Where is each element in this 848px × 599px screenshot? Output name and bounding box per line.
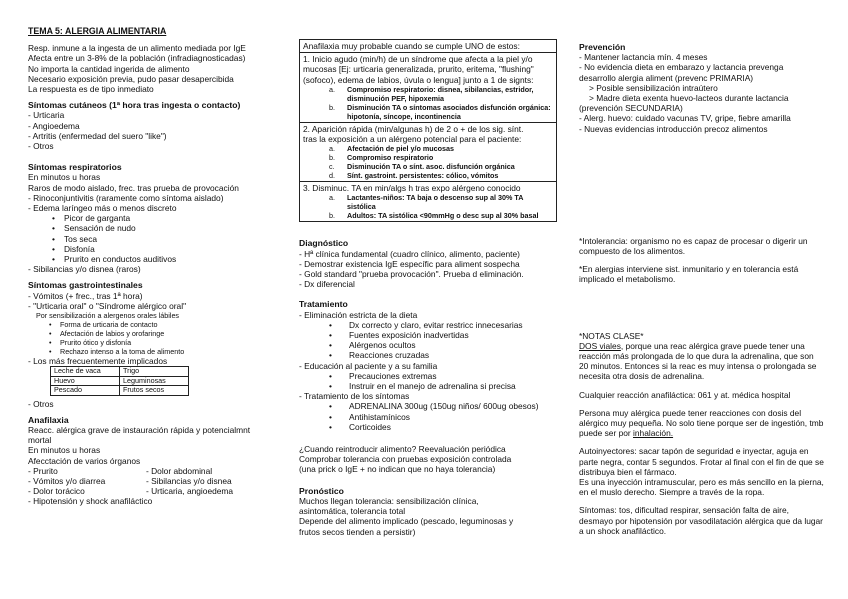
text-line: Muchos llegan tolerancia: sensibilización clínica, [299, 495, 479, 506]
criterion-item [303, 171, 553, 180]
heading-prevencion: Prevención [579, 42, 626, 52]
list-item: • Fuentes exposición inadvertidas [299, 330, 557, 340]
intro-line: Resp. inmune a la ingesta de un alimento mediada por IgE [28, 43, 246, 54]
text-line: - Nuevas evidencias introducción precoz alimentos [579, 123, 768, 134]
list-item: • Prurito en conductos auditivos [28, 254, 290, 264]
item-marker: c. [329, 162, 335, 172]
list-item: • Prurito ótico y disfonía [28, 338, 290, 347]
text-line: > Madre dieta exenta huevo-lacteos durante lactancia [589, 93, 789, 104]
text-line: - Los más frecuentemente implicados [28, 356, 168, 367]
list-item: - Prurito [28, 465, 58, 476]
criterion-item [303, 193, 553, 211]
list-item: - Dolor torácico [28, 486, 85, 497]
class-note: Es una inyección intramuscular, pero es más sencillo en la pierna, en el muslo derecho. Siempre a través de la ropa. [579, 477, 824, 498]
table-cell: Leche de vaca [51, 367, 120, 376]
table-row [51, 367, 189, 376]
text-line: - Vómitos (+ frec., tras 1ª hora) [28, 290, 143, 301]
text-line: - Eliminación estricta de la dieta [299, 309, 418, 320]
list-item: • Picor de garganta [28, 213, 290, 223]
criterion-1 [300, 52, 556, 122]
list-item: - Artritis (enfermedad del suero "like") [28, 130, 167, 141]
text-line: - "Urticaria oral" o "Síndrome alérgico oral" [28, 300, 187, 311]
list-item: • Dx correcto y claro, evitar restricc innecesarias [299, 320, 557, 330]
bullet-list [28, 213, 290, 264]
item-marker: a. [329, 84, 335, 94]
bullet-list [28, 320, 290, 356]
table-cell: Huevo [51, 376, 120, 385]
list-item: • Reacciones cruzadas [299, 350, 557, 360]
column-left [28, 26, 290, 507]
heading-tratamiento: Tratamiento [299, 299, 348, 310]
item-marker: b. [329, 153, 335, 163]
text-line: Comprobar tolerancia con pruebas exposición controlada [299, 454, 512, 465]
item-text: disminución PEF, hipoxemia [347, 93, 445, 103]
list-item: - Urticaria [28, 110, 65, 121]
text-line: tras la exposición a un alérgeno potencial para el paciente: [303, 134, 522, 145]
intro-line: La respuesta es de tipo inmediato [28, 84, 154, 95]
text-line: - Alerg. huevo: cuidado vacunas TV, gripe, fiebre amarilla [579, 113, 791, 124]
text-line: - Rinoconjuntivitis (raramente como síntoma aislado) [28, 192, 224, 203]
text-line: asintomática, tolerancia total [299, 506, 406, 517]
list-item: - Demostrar existencia IgE específic para aliment sospecha [299, 258, 520, 269]
item-marker: b. [329, 211, 335, 221]
criterion-item [303, 112, 553, 121]
text-line: 3. Disminuc. TA en min/algs h tras expo alérgeno conocido [303, 183, 521, 194]
bullet-list [299, 401, 557, 432]
item-marker: d. [329, 171, 335, 181]
item-text: Compromiso respiratorio: disnea, sibilancias, estridor, [347, 84, 534, 94]
criterion-item [303, 103, 553, 112]
text-line: Por sensibilización a alergenos orales lábiles [36, 311, 180, 321]
text-line: En minutos u horas [28, 445, 101, 456]
heading-notas-clase: *NOTAS CLASE* [579, 330, 644, 341]
class-note: Síntomas: tos, dificultad respirar, sensación falta de aire, desmayo por hipotensión por vasodilatación alérgica que da lugar a un shock anafiláctico. [579, 505, 823, 536]
list-item: • Forma de urticaria de contacto [28, 320, 290, 329]
list-item: - Vómitos y/o diarrea [28, 475, 106, 486]
item-text: Disminución TA o síntomas asociados disfunción orgánica: [347, 102, 551, 112]
symptom-pair [28, 466, 290, 476]
heading-anafilaxia: Anafilaxia [28, 414, 69, 425]
criterion-item [303, 162, 553, 171]
table-cell: Trigo [120, 367, 189, 376]
item-text: Afectación de piel y/o mucosas [347, 144, 455, 154]
symptom-pair [28, 476, 290, 486]
text-line: - Mantener lactancia mín. 4 meses [579, 52, 708, 63]
criterion-item [303, 85, 553, 94]
text-line: 2. Aparición rápida (min/algunas h) de 2 o + de los sig. sínt. [303, 123, 524, 134]
text-line: - Hipotensión y shock anafiláctico [28, 496, 153, 507]
text-line: > Posible sensibilización intraútero [589, 82, 718, 93]
text-line: - No evidencia dieta en embarazo y lactancia prevenga [579, 62, 784, 73]
item-marker: a. [329, 193, 335, 203]
table-cell: Frutos secos [120, 386, 189, 395]
intro-line: No importa la cantidad ingerida de alimento [28, 63, 190, 74]
list-item: • Disfonía [28, 244, 290, 254]
item-marker: a. [329, 144, 335, 154]
class-note: Autoinyectores: sacar tapón de seguridad e inyectar, aguja en parte negra, contar 5 segundos. Frotar al final con el fin de que se distribuya bien el fármaco. [579, 446, 824, 477]
anafilaxia-criteria-box [299, 39, 557, 222]
criterion-list [303, 144, 553, 180]
list-item: • Tos seca [28, 234, 290, 244]
criterion-list [303, 193, 553, 220]
list-item: - Gold standard "prueba provocación". Prueba d eliminación. [299, 269, 524, 280]
text-line: Afecctación de varios órganos [28, 455, 141, 466]
column-middle [299, 26, 557, 537]
note-intolerancia: *Intolerancia: organismo no es capaz de procesar o digerir un compuesto de los alimentos. [579, 235, 808, 257]
class-note [579, 341, 825, 382]
criterion-item [303, 144, 553, 153]
list-item: • Antihistamínicos [299, 412, 557, 422]
item-text: Sínt. gastroint. persistentes: cólico, vómitos [347, 171, 499, 181]
text-line: frutos secos tienden a persistir) [299, 526, 416, 537]
bullet-list [299, 320, 557, 361]
text-line: - Otros [28, 398, 54, 409]
underlined-text: inhalación. [633, 428, 674, 439]
list-item: • Instruir en el manejo de adrenalina si precisa [299, 381, 557, 391]
list-item: • Rechazo intenso a la toma de alimento [28, 347, 290, 356]
intro-line: Necesario exposición previa, pudo pasar desapercibida [28, 73, 234, 84]
criterion-item [303, 211, 553, 220]
item-text: Compromiso respiratorio [347, 153, 434, 163]
note-alergias: *En alergias interviene sist. inmunitario y en tolerancia está implicado el metabolismo. [579, 264, 799, 285]
text-line: Depende del alimento implicado (pescado, leguminosas y [299, 516, 514, 527]
symptom-pair [28, 486, 290, 496]
heading-diagnostico: Diagnóstico [299, 238, 349, 249]
note-text: Persona muy alérgica puede tener reacciones con dosis del alérgico muy pequeña. No solo tiene porque ser de ingestión, tmb puede ser por [579, 407, 824, 439]
item-text: hipotonía, síncope, incontinencia [347, 111, 461, 121]
text-line: (una prick o IgE + no indican que no haya tolerancia) [299, 464, 496, 475]
box-header-text: Anafilaxia muy probable cuando se cumple UNO de estos: [303, 41, 520, 51]
text-line: - Educación al paciente y a su familia [299, 360, 438, 371]
page-title: TEMA 5: ALERGIA ALIMENTARIA [28, 26, 167, 36]
heading-gastro: Síntomas gastrointestinales [28, 280, 143, 291]
text-line: En minutos u horas [28, 172, 101, 183]
underlined-text: DOS viales [579, 340, 621, 351]
text-line: mortal [28, 435, 52, 446]
item-marker: b. [329, 102, 335, 112]
list-item: • Alérgenos ocultos [299, 340, 557, 350]
table-row [51, 386, 189, 395]
list-item: - Dx diferencial [299, 279, 355, 290]
heading-pronostico: Pronóstico [299, 485, 344, 496]
criterion-item [303, 153, 553, 162]
list-item: - Angioedema [28, 120, 80, 131]
heading-cutaneos: Síntomas cutáneos (1ª hora tras ingesta o contacto) [28, 100, 241, 111]
text-line: - Sibilancias y/o disnea (raros) [28, 264, 141, 275]
table-cell: Leguminosas [120, 376, 189, 385]
item-text: Lactantes-niños: TA baja o descenso sup al 30% TA sistólica [347, 193, 524, 212]
list-item: - Otros [28, 141, 54, 152]
list-item: • Afectación de labios y orofaringe [28, 329, 290, 338]
text-line: Reacc. alérgica grave de instauración rápida y potencialmnt [28, 424, 251, 435]
list-item: • Precauciones extremas [299, 371, 557, 381]
text-line: ¿Cuando reintroducir alimento? Reevaluación periódica [299, 444, 506, 455]
class-note: Cualquier reacción anafiláctica: 061 y at. médica hospital [579, 389, 791, 400]
note-text: , porque una reac alérgica grave puede tener una reacción más prolongada de lo que dura la adrenalina, que son 20 minutos. Entonces si la reac es muy intensa o prolongada se necesita otra dosis de adrenalina. [579, 340, 817, 382]
table-cell: Pescado [51, 386, 120, 395]
text-line: (sofoco), edema de labios, úvula o lengua] junto a 1 de signts: [303, 74, 534, 85]
criterion-2 [300, 122, 556, 181]
text-line: desarrollo alergia aliment (prevenc PRIMARIA) [579, 72, 754, 83]
heading-respiratorios: Síntomas respiratorios [28, 162, 122, 173]
list-item: - Urticaria, angioedema [146, 486, 234, 497]
list-item: • Sensación de nudo [28, 223, 290, 233]
bullet-list [299, 371, 557, 391]
criterion-3 [300, 181, 556, 221]
text-line: - Tratamiento de los síntomas [299, 391, 410, 402]
text-line: 1. Inicio agudo (min/h) de un síndrome que afecta a la piel y/o [303, 54, 533, 65]
text-line: (prevención SECUNDARIA) [579, 103, 683, 114]
item-text: Adultos: TA sistólica <90mmHg o desc sup al 30% basal [347, 211, 539, 221]
intro-line: Afecta entre un 3-8% de la población (infradiagnosticadas) [28, 53, 246, 64]
criterion-list [303, 85, 553, 121]
list-item: • ADRENALINA 300ug (150ug niños/ 600ug obesos) [299, 401, 557, 411]
column-right [579, 26, 825, 536]
list-item: - Hª clínica fundamental (cuadro clínico, alimento, paciente) [299, 248, 520, 259]
text-line: Raros de modo aislado, frec. tras prueba de provocación [28, 182, 239, 193]
text-line: mucosas [Ej: urticaria generalizada, prurito, eritema, "flushing" [303, 64, 534, 75]
list-item: - Sibilancias y/o disnea [146, 475, 232, 486]
list-item: • Corticoides [299, 422, 557, 432]
text-line: - Edema laríngeo más o menos discreto [28, 203, 177, 214]
foods-table [50, 366, 189, 395]
list-item: - Dolor abdominal [146, 465, 213, 476]
item-text: Disminución TA o sínt. asoc. disfunción orgánica [347, 162, 515, 172]
class-note [579, 408, 825, 439]
criterion-item [303, 94, 553, 103]
box-header [300, 40, 556, 52]
